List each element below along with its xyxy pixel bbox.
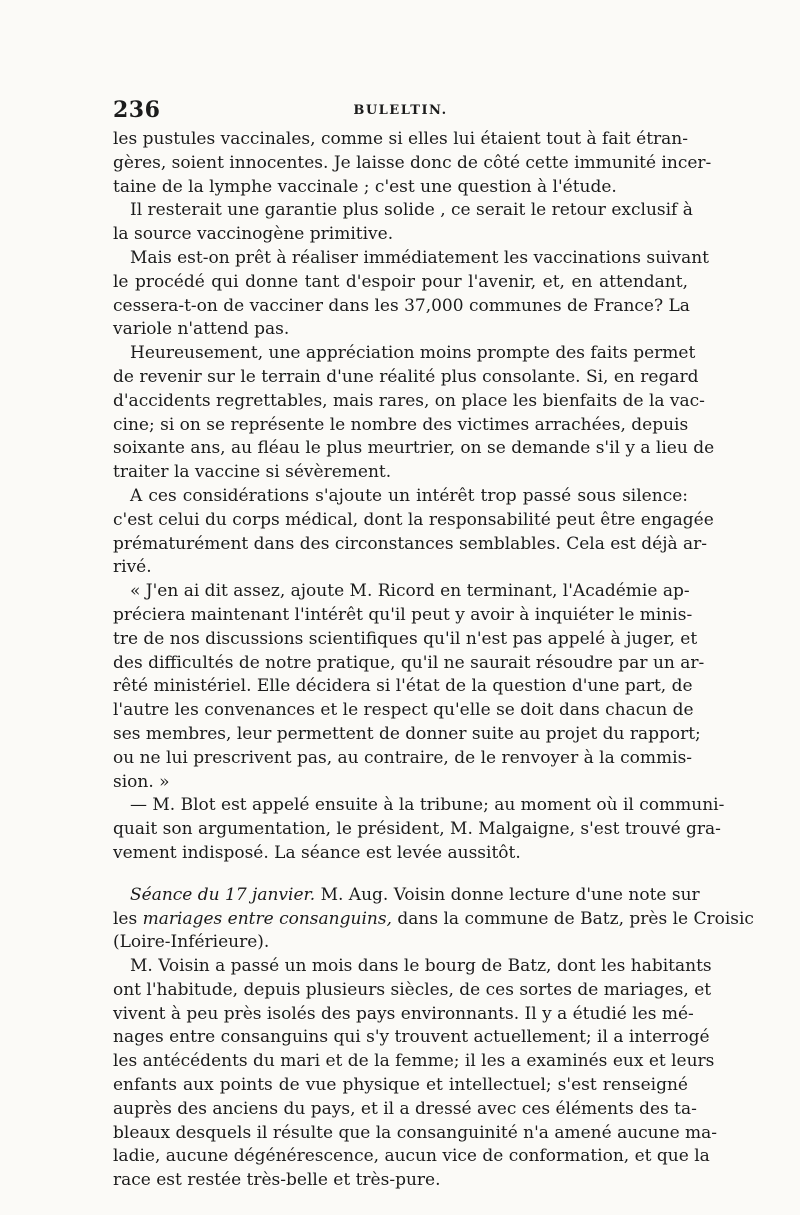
text-line: préciera maintenant l'intérêt qu'il peut y avoir à inquiéter le minis- bbox=[113, 604, 693, 625]
page-body bbox=[113, 128, 754, 1193]
page-header bbox=[113, 97, 688, 125]
text-line: rivé. bbox=[113, 557, 152, 578]
text-fragment: les bbox=[113, 908, 143, 929]
topic-italic: mariages entre consanguins, bbox=[142, 908, 392, 929]
text-line: vivent à peu près isolés des pays environnants. Il y a étudié les mé- bbox=[113, 1003, 694, 1024]
text-line: « J'en ai dit assez, ajoute M. Ricord en terminant, l'Académie ap- bbox=[130, 581, 690, 602]
text-line: ont l'habitude, depuis plusieurs siècles, de ces sortes de mariages, et bbox=[113, 979, 712, 1000]
text-line: Heureusement, une appréciation moins prompte des faits permet bbox=[130, 343, 696, 364]
text-line: M. Voisin a passé un mois dans le bourg de Batz, dont les habitants bbox=[130, 956, 712, 977]
text-line: (Loire-Inférieure). bbox=[113, 932, 270, 953]
text-line: rêté ministériel. Elle décidera si l'état de la question d'une part, de bbox=[113, 676, 693, 697]
text-line: l'autre les convenances et le respect qu'elle se doit dans chacun de bbox=[113, 700, 694, 721]
text-line: taine de la lymphe vaccinale ; c'est une question à l'étude. bbox=[113, 176, 617, 197]
text-line: race est restée très-belle et très-pure. bbox=[113, 1170, 441, 1191]
text-line: variole n'attend pas. bbox=[113, 319, 290, 340]
text-line: bleaux desquels il résulte que la consanguinité n'a amené aucune ma- bbox=[113, 1122, 718, 1143]
paragraph-session bbox=[113, 884, 754, 955]
paragraph bbox=[113, 580, 705, 794]
text-line: c'est celui du corps médical, dont la responsabilité peut être engagée bbox=[113, 509, 714, 530]
paragraph bbox=[113, 199, 693, 247]
session-label: Séance du 17 janvier. bbox=[130, 884, 316, 905]
section-gap bbox=[113, 866, 688, 884]
text-line: cessera-t-on de vacciner dans les 37,000 communes de France? La bbox=[113, 295, 690, 316]
text-line bbox=[113, 884, 700, 908]
paragraph bbox=[113, 955, 718, 1193]
text-line: la source vaccinogène primitive. bbox=[113, 224, 394, 245]
text-line: enfants aux points de vue physique et intellectuel; s'est renseigné bbox=[113, 1075, 688, 1096]
text-line: ses membres, leur permettent de donner suite au projet du rapport; bbox=[113, 723, 701, 744]
text-line: cine; si on se représente le nombre des victimes arrachées, depuis bbox=[113, 414, 689, 435]
text-line: les pustules vaccinales, comme si elles lui étaient tout à fait étran- bbox=[113, 129, 688, 149]
text-line: ou ne lui prescrivent pas, au contraire, de le renvoyer à la commis- bbox=[113, 747, 693, 768]
text-line: A ces considérations s'ajoute un intérêt trop passé sous silence: bbox=[130, 485, 688, 506]
running-head: BULELTIN. bbox=[353, 103, 448, 118]
paragraph bbox=[113, 794, 725, 865]
text-line: Mais est-on prêt à réaliser immédiatement les vaccinations suivant bbox=[130, 247, 709, 268]
page-number: 236 bbox=[113, 97, 161, 123]
text-line: d'accidents regrettables, mais rares, on place les bienfaits de la vac- bbox=[113, 390, 705, 411]
paragraph bbox=[113, 247, 709, 342]
text-line: le procédé qui donne tant d'espoir pour l'avenir, et, en attendant, bbox=[113, 271, 688, 292]
text-line: sion. » bbox=[113, 771, 170, 792]
text-line: des difficultés de notre pratique, qu'il ne saurait résoudre par un ar- bbox=[113, 652, 705, 673]
text-line bbox=[113, 908, 754, 932]
paragraph bbox=[113, 485, 714, 580]
text-line: gères, soient innocentes. Je laisse donc de côté cette immunité incer- bbox=[113, 152, 712, 173]
text-line: soixante ans, au fléau le plus meurtrier, on se demande s'il y a lieu de bbox=[113, 438, 715, 459]
paragraph bbox=[113, 342, 715, 485]
text-line: Il resterait une garantie plus solide , ce serait le retour exclusif à bbox=[130, 200, 693, 221]
text-line: ladie, aucune dégénérescence, aucun vice de conformation, et que la bbox=[113, 1146, 710, 1167]
text-line: tre de nos discussions scientifiques qu'il n'est pas appelé à juger, et bbox=[113, 628, 698, 649]
paragraph bbox=[113, 128, 712, 199]
text-line: — M. Blot est appelé ensuite à la tribune; au moment où il communi- bbox=[130, 795, 725, 816]
text-line: quait son argumentation, le président, M. Malgaigne, s'est trouvé gra- bbox=[113, 819, 721, 840]
text-line: de revenir sur le terrain d'une réalité plus consolante. Si, en regard bbox=[113, 366, 699, 387]
text-fragment: dans la commune de Batz, près le Croisic bbox=[391, 908, 754, 929]
text-line: auprès des anciens du pays, et il a dressé avec ces éléments des ta- bbox=[113, 1098, 697, 1119]
text-line: vement indisposé. La séance est levée aussitôt. bbox=[113, 842, 521, 863]
text-line: nages entre consanguins qui s'y trouvent actuellement; il a interrogé bbox=[113, 1027, 710, 1048]
text-line: prématurément dans des circonstances semblables. Cela est déjà ar- bbox=[113, 533, 708, 554]
session-intro: M. Aug. Voisin donne lecture d'une note sur bbox=[315, 884, 700, 905]
text-line: les antécédents du mari et de la femme; il les a examinés eux et leurs bbox=[113, 1051, 715, 1072]
text-line: traiter la vaccine si sévèrement. bbox=[113, 462, 392, 483]
